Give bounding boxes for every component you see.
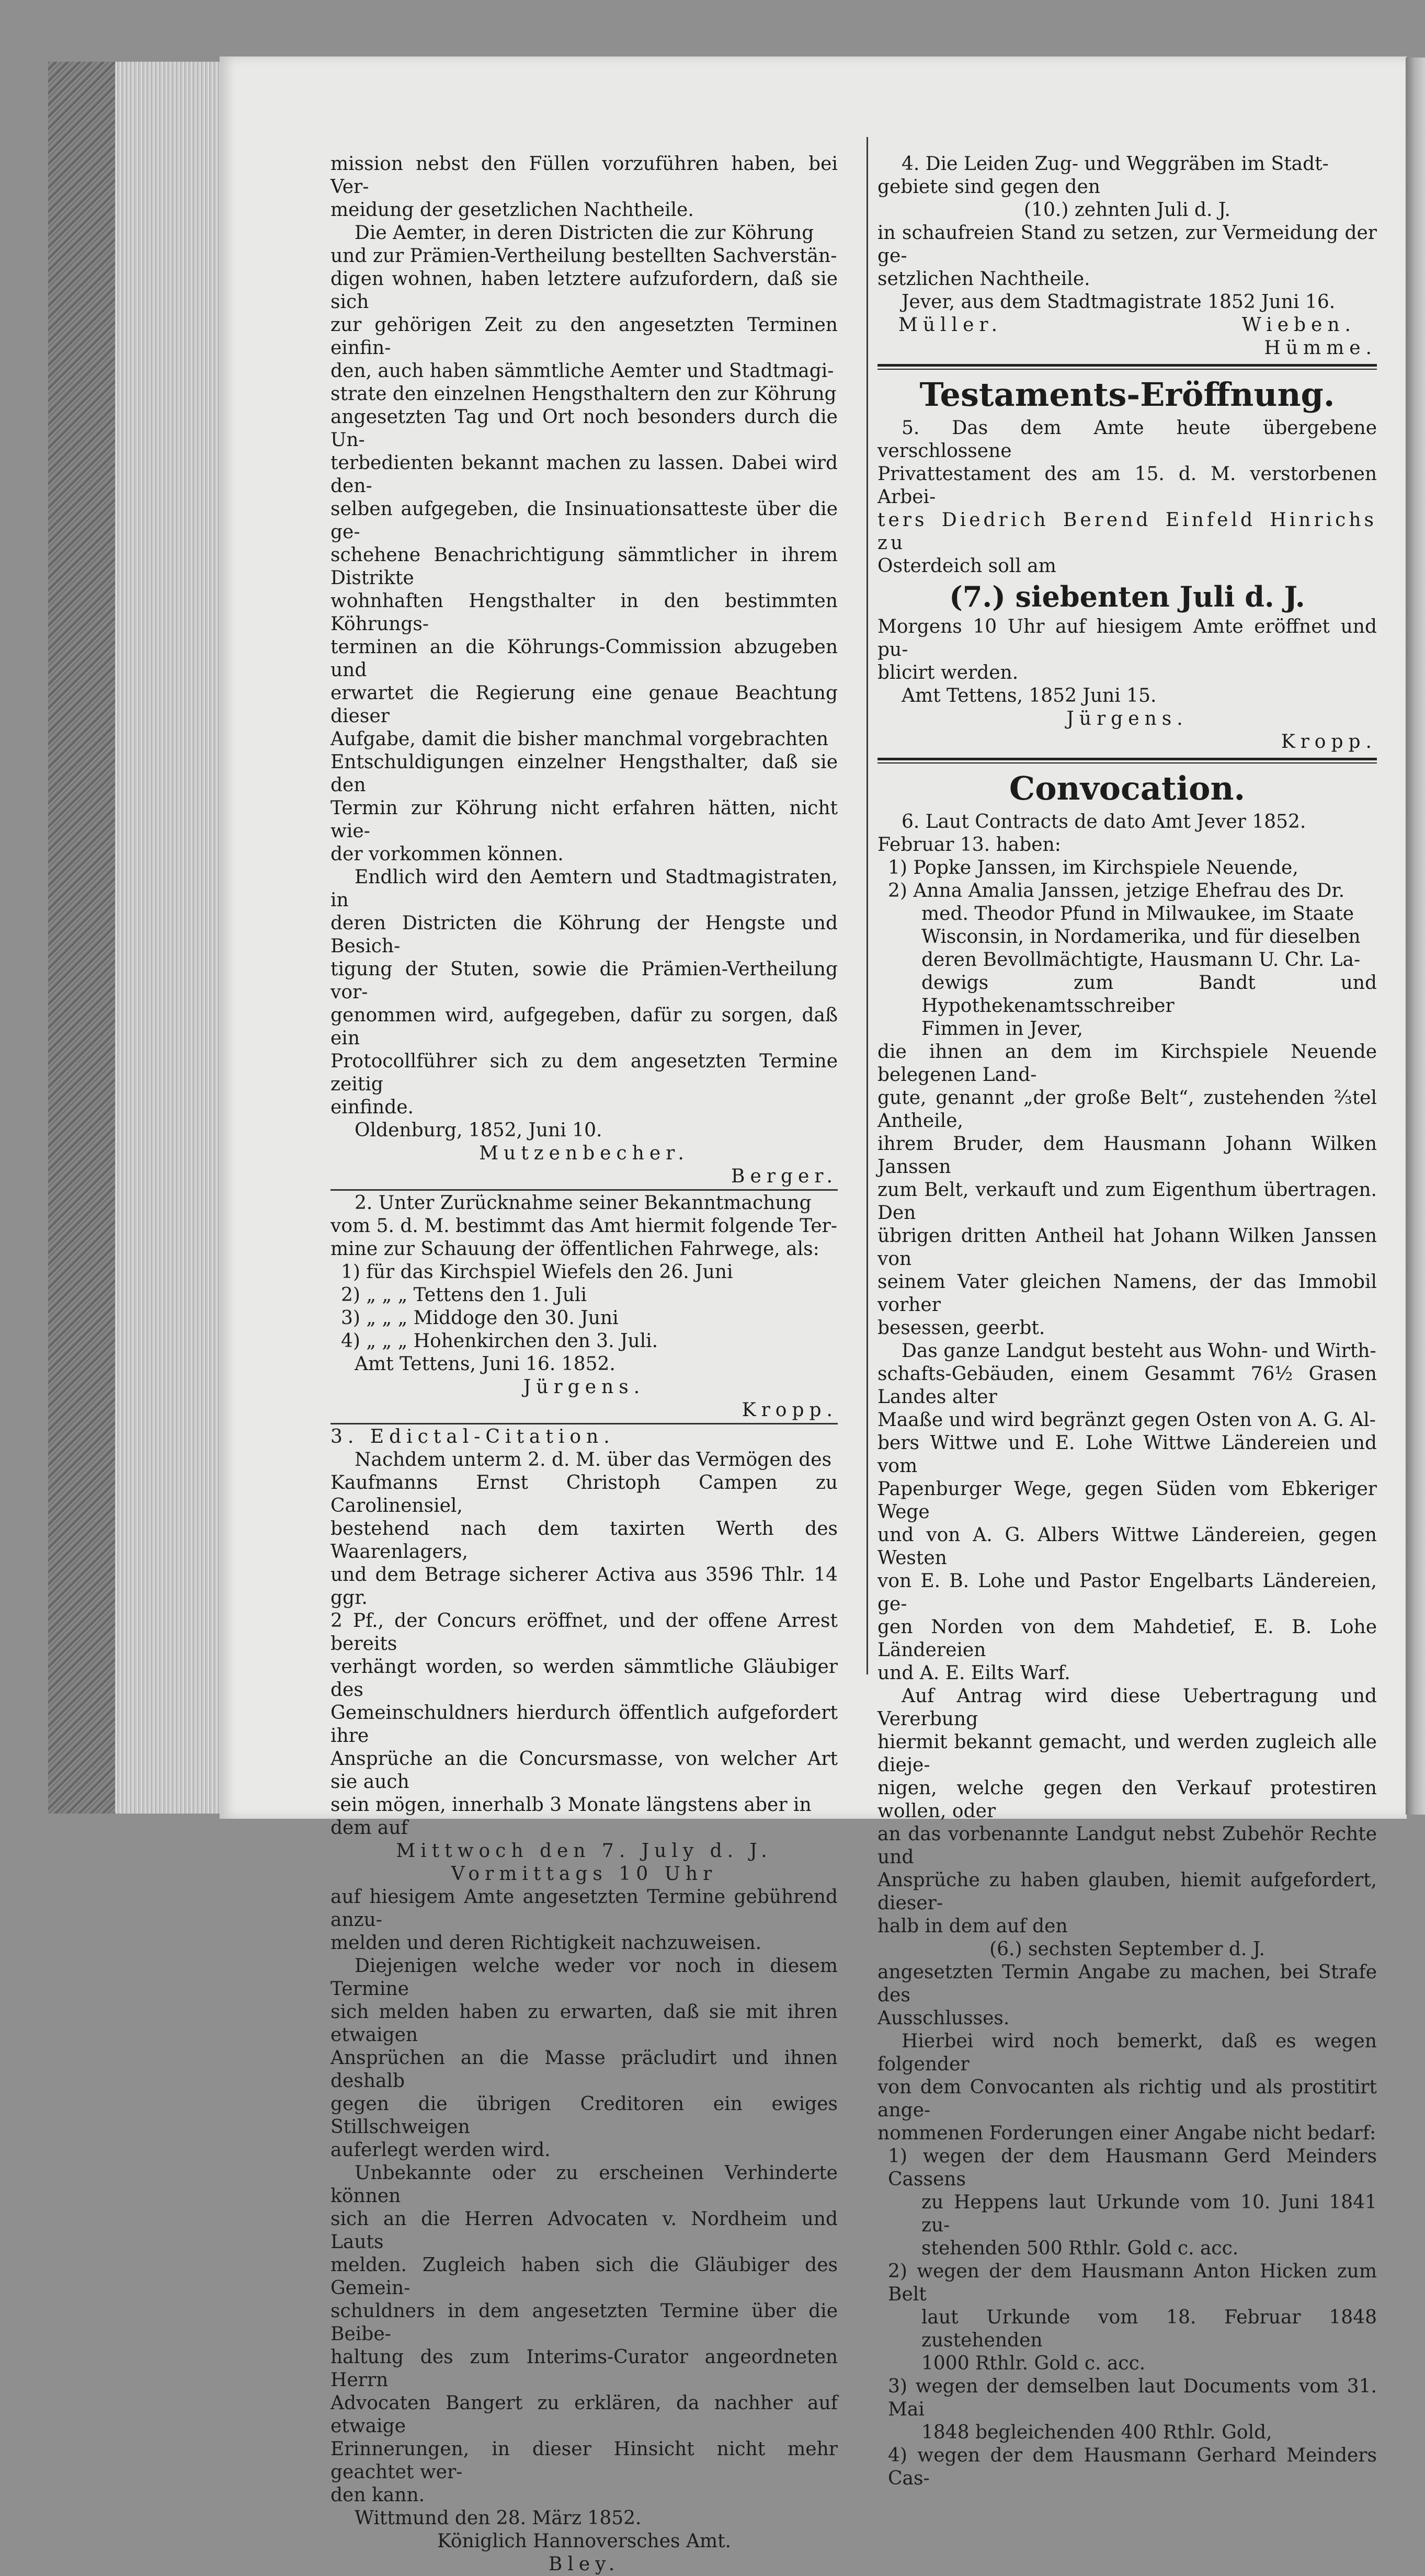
text-line: Hierbei wird noch bemerkt, daß es wegen folgender xyxy=(877,2031,1377,2075)
text-line: Die Aemter, in deren Districten die zur Köhrung xyxy=(355,222,814,244)
text-line: strate den einzelnen Hengsthaltern den zur Köhrung xyxy=(330,383,837,405)
text-line: in schaufreien Stand zu setzen, zur Vermeidung der ge- xyxy=(877,222,1377,267)
text-line: Februar 13. haben: xyxy=(877,834,1061,856)
book-cover-edge xyxy=(48,62,115,1814)
text-line: Kaufmanns Ernst Christoph Campen zu Carolinensiel, xyxy=(330,1472,838,1517)
date-line: Wittmund den 28. März 1852. xyxy=(355,2507,642,2529)
text-line: und zur Prämien-Vertheilung bestellten Sachverstän- xyxy=(330,245,837,267)
text-line: nigen, welche gegen den Verkauf protestiren wollen, oder xyxy=(877,1777,1377,1822)
text-line: Morgens 10 Uhr auf hiesigem Amte eröffnet und pu- xyxy=(877,616,1377,660)
text-line: Endlich wird den Aemtern und Stadtmagistraten, in xyxy=(330,867,838,911)
text-line: gute, genannt „der große Belt“, zustehenden ⅔tel Antheile, xyxy=(877,1087,1377,1132)
list-item-cont: dewigs zum Bandt und Hypothekenamtsschreiber xyxy=(921,972,1377,1017)
list-item: 1) wegen der dem Hausmann Gerd Meinders Cassens xyxy=(888,2146,1377,2190)
column-divider xyxy=(867,137,868,1674)
text-line: vom 5. d. M. bestimmt das Amt hiermit folgende Ter- xyxy=(330,1215,838,1237)
page-stack-edge xyxy=(115,62,220,1814)
text-line: haltung des zum Interims-Curator angeordneten Herrn xyxy=(330,2346,838,2391)
text-line: zum Belt, verkauft und zum Eigenthum übertragen. Den xyxy=(877,1179,1377,1224)
signature: Jürgens. xyxy=(1066,708,1188,730)
text-line: blicirt werden. xyxy=(877,662,1019,683)
list-item: 3) wegen der demselben laut Documents vom 31. Mai xyxy=(888,2376,1377,2420)
text-line: erwartet die Regierung eine genaue Beachtung dieser xyxy=(330,682,838,727)
list-item: 2) „ „ „ Tettens den 1. Juli xyxy=(341,1284,587,1306)
text-line: bestehend nach dem taxirten Werth des Waarenlagers, xyxy=(330,1518,838,1563)
section-divider xyxy=(877,758,1377,763)
date-highlight: (10.) zehnten Juli d. J. xyxy=(1024,199,1230,221)
date-highlight: (6.) sechsten September d. J. xyxy=(989,1939,1265,1960)
signature: Mutzenbecher. xyxy=(479,1143,689,1164)
text-line: auferlegt werden wird. xyxy=(330,2139,551,2161)
text-line: Papenburger Wege, gegen Süden vom Ebkeriger Wege xyxy=(877,1478,1377,1523)
text-line: melden und deren Richtigkeit nachzuweisen. xyxy=(330,1932,762,1954)
signature: Müller. xyxy=(898,314,1003,336)
list-item: 1) für das Kirchspiel Wiefels den 26. Juni xyxy=(341,1261,733,1283)
text-line: 5. Das dem Amte heute übergebene verschlossene xyxy=(877,417,1377,462)
text-line: Termin zur Köhrung nicht erfahren hätten, nicht wie- xyxy=(330,797,838,842)
text-line: angesetzten Termin Angabe zu machen, bei Strafe des xyxy=(877,1962,1377,2006)
text-line: gebiete sind gegen den xyxy=(877,176,1100,198)
text-line: Entschuldigungen einzelner Hengsthalter, daß sie den xyxy=(330,751,838,796)
text-line: an das vorbenannte Landgut nebst Zubehör Rechte und xyxy=(877,1823,1377,1868)
list-item-cont: stehenden 500 Rthlr. Gold c. acc. xyxy=(921,2238,1239,2259)
text-line: Gemeinschuldners hierdurch öffentlich aufgefordert ihre xyxy=(330,1702,838,1747)
text-line: nommenen Forderungen einer Angabe nicht bedarf: xyxy=(877,2123,1376,2144)
time-highlight: Vormittags 10 Uhr xyxy=(451,1863,717,1885)
text-line: Unbekannte oder zu erscheinen Verhinderte können xyxy=(330,2162,838,2207)
text-line: Aufgabe, damit die bisher manchmal vorgebrachten xyxy=(330,728,829,750)
text-line: deren Districten die Köhrung der Hengste und Besich- xyxy=(330,913,838,957)
text-line: und von A. G. Albers Wittwe Ländereien, gegen Westen xyxy=(877,1524,1377,1569)
text-line: Privattestament des am 15. d. M. verstorbenen Arbei- xyxy=(877,463,1377,508)
text-line: genommen wird, aufgegeben, dafür zu sorgen, daß ein xyxy=(330,1005,838,1049)
list-item-cont: med. Theodor Pfund in Milwaukee, im Staate xyxy=(921,903,1354,925)
text-line: Diejenigen welche weder vor noch in diesem Termine xyxy=(330,1955,838,2000)
list-item: 4) „ „ „ Hohenkirchen den 3. Juli. xyxy=(341,1330,658,1352)
text-line: sich an die Herren Advocaten v. Nordheim und Lauts xyxy=(330,2208,838,2253)
date-line: Amt Tettens, 1852 Juni 15. xyxy=(902,685,1157,706)
text-line: Ansprüchen an die Masse präcludirt und ihnen deshalb xyxy=(330,2047,838,2092)
text-line: schafts-Gebäuden, einem Gesammt 76½ Grasen Landes alter xyxy=(877,1363,1377,1408)
text-line: sich melden haben zu erwarten, daß sie mit ihren etwaigen xyxy=(330,2001,838,2046)
signature: Bley. xyxy=(548,2554,620,2575)
text-line: Protocollführer sich zu dem angesetzten Termine zeitig xyxy=(330,1051,838,1095)
text-line: terbedienten bekannt machen zu lassen. Dabei wird den- xyxy=(330,452,838,497)
text-line: auf hiesigem Amte angesetzten Termine gebührend anzu- xyxy=(330,1886,838,1931)
text-line: gegen die übrigen Creditoren ein ewiges Stillschweigen xyxy=(330,2093,838,2138)
text-line: digen wohnen, haben letztere aufzufordern, daß sie sich xyxy=(330,268,838,313)
list-item-cont: laut Urkunde vom 18. Februar 1848 zustehenden xyxy=(921,2307,1377,2351)
authority-line: Königlich Hannoversches Amt. xyxy=(437,2531,731,2552)
text-line: den, auch haben sämmtliche Aemter und Stadtmagi- xyxy=(330,360,834,382)
text-line: selben aufgegeben, die Insinuationsatteste über die ge- xyxy=(330,498,838,543)
text-line: melden. Zugleich haben sich die Gläubiger des Gemein- xyxy=(330,2254,838,2299)
text-line: Ansprüche an die Concursmasse, von welcher Art sie auch xyxy=(330,1748,838,1793)
list-item-cont: Fimmen in Jever, xyxy=(921,1018,1083,1040)
text-line: Erinnerungen, in dieser Hinsicht nicht mehr geachtet wer- xyxy=(330,2438,838,2483)
text-line: 2 Pf., der Concurs eröffnet, und der offene Arrest bereits xyxy=(330,1610,838,1655)
next-page-edge xyxy=(1406,58,1425,1815)
signature: Kropp. xyxy=(742,1399,838,1421)
text-line: zur gehörigen Zeit zu den angesetzten Terminen einfin- xyxy=(330,314,838,359)
text-line: Ansprüche zu haben glauben, hiemit aufgefordert, dieser- xyxy=(877,1870,1377,1914)
text-line: mission nebst den Füllen vorzuführen haben, bei Ver- xyxy=(330,153,838,198)
right-column xyxy=(877,153,1377,2490)
text-line: ihrem Bruder, dem Hausmann Johann Wilken Janssen xyxy=(877,1133,1377,1178)
date-line: Amt Tettens, Juni 16. 1852. xyxy=(355,1353,615,1375)
list-item-cont: 1848 begleichenden 400 Rthlr. Gold, xyxy=(921,2422,1272,2443)
text-line: seinem Vater gleichen Namens, der das Immobil vorher xyxy=(877,1271,1377,1316)
list-item-cont: zu Heppens laut Urkunde vom 10. Juni 1841 zu- xyxy=(921,2192,1377,2236)
text-line: hiermit bekannt gemacht, und werden zugleich alle dieje- xyxy=(877,1731,1377,1776)
list-item: 4) wegen der dem Hausmann Gerhard Meinders Cas- xyxy=(888,2445,1377,2489)
text-line: setzlichen Nachtheile. xyxy=(877,268,1090,290)
divider xyxy=(330,1189,838,1191)
text-line: einfinde. xyxy=(330,1097,414,1118)
text-line: wohnhaften Hengsthalter in den bestimmten Köhrungs- xyxy=(330,590,838,635)
section-heading: Convocation. xyxy=(1009,769,1246,807)
date-line: Jever, aus dem Stadtmagistrate 1852 Juni 16. xyxy=(902,291,1336,313)
list-item-cont: deren Bevollmächtigte, Hausmann U. Chr. La- xyxy=(921,949,1361,971)
list-item: 1) Popke Janssen, im Kirchspiele Neuende, xyxy=(888,857,1298,879)
text-line: angesetzten Tag und Ort noch besonders durch die Un- xyxy=(330,406,838,451)
text-line: Das ganze Landgut besteht aus Wohn- und Wirth- xyxy=(902,1340,1376,1362)
signature: Kropp. xyxy=(1281,731,1377,753)
list-item: 2) wegen der dem Hausmann Anton Hicken zum Belt xyxy=(888,2261,1377,2305)
text-line: Osterdeich soll am xyxy=(877,555,1056,577)
list-item: 2) Anna Amalia Janssen, jetzige Ehefrau des Dr. xyxy=(888,880,1345,902)
text-line: schehene Benachrichtigung sämmtlicher in ihrem Distrikte xyxy=(330,544,838,589)
text-line: der vorkommen können. xyxy=(330,844,564,865)
text-line: 4. Die Leiden Zug- und Weggräben im Stadt- xyxy=(902,153,1329,175)
text-line: von dem Convocanten als richtig und als prostitirt ange- xyxy=(877,2077,1377,2121)
text-line: Advocaten Bangert zu erklären, da nachher auf etwaige xyxy=(330,2392,838,2437)
text-line: Ausschlusses. xyxy=(877,2008,1010,2029)
signature: Hümme. xyxy=(1264,337,1377,359)
text-line: und dem Betrage sicherer Activa aus 3596 Thlr. 14 ggr. xyxy=(330,1564,838,1609)
text-line: 2. Unter Zurücknahme seiner Bekanntmachung xyxy=(355,1192,812,1214)
text-line: Auf Antrag wird diese Uebertragung und Vererbung xyxy=(877,1685,1377,1730)
list-item-cont: Wisconsin, in Nordamerika, und für dieselben xyxy=(921,926,1361,948)
text-line: den kann. xyxy=(330,2484,425,2506)
left-column xyxy=(330,153,838,2576)
text-line: schuldners in dem angesetzten Termine über die Beibe- xyxy=(330,2300,838,2345)
section-divider xyxy=(877,364,1377,370)
text-line: von E. B. Lohe und Pastor Engelbarts Ländereien, ge- xyxy=(877,1570,1377,1615)
list-item-cont: 1000 Rthlr. Gold c. acc. xyxy=(921,2353,1146,2374)
date-highlight: (7.) siebenten Juli d. J. xyxy=(949,580,1305,613)
signature: Jürgens. xyxy=(523,1376,645,1398)
date-line: Oldenburg, 1852, Juni 10. xyxy=(355,1120,602,1141)
text-line: Maaße und wird begränzt gegen Osten von A. G. Al- xyxy=(877,1409,1376,1431)
text-line: bers Wittwe und E. Lohe Wittwe Ländereien und vom xyxy=(877,1432,1377,1477)
signatures-row xyxy=(877,314,1377,337)
signature: Wieben. xyxy=(1241,314,1356,336)
text-line: mine zur Schauung der öffentlichen Fahrwege, als: xyxy=(330,1238,819,1260)
text-line: und A. E. Eilts Warf. xyxy=(877,1662,1070,1684)
date-highlight: Mittwoch den 7. July d. J. xyxy=(396,1840,772,1862)
text-line: ters Diedrich Berend Einfeld Hinrichs zu xyxy=(877,509,1377,554)
text-line: halb in dem auf den xyxy=(877,1916,1068,1937)
text-line: dem auf xyxy=(330,1817,408,1839)
section-title: 3. Edictal-Citation. xyxy=(330,1426,615,1447)
text-line: Nachdem unterm 2. d. M. über das Vermögen des xyxy=(355,1449,832,1471)
signature: Berger. xyxy=(731,1166,838,1187)
text-line: terminen an die Köhrungs-Commission abzugeben und xyxy=(330,636,838,681)
text-line: gen Norden von dem Mahdetief, E. B. Lohe Ländereien xyxy=(877,1616,1377,1661)
text-line: verhängt worden, so werden sämmtliche Gläubiger des xyxy=(330,1656,838,1701)
section-heading: Testaments-Eröffnung. xyxy=(919,375,1335,414)
divider xyxy=(330,1423,838,1424)
list-item: 3) „ „ „ Middoge den 30. Juni xyxy=(341,1307,619,1329)
text-line: 6. Laut Contracts de dato Amt Jever 1852. xyxy=(902,811,1306,833)
text-line: tigung der Stuten, sowie die Prämien-Vertheilung vor- xyxy=(330,959,838,1003)
text-line: übrigen dritten Antheil hat Johann Wilken Janssen von xyxy=(877,1225,1377,1270)
text-line: sein mögen, innerhalb 3 Monate längstens aber in xyxy=(330,1794,812,1816)
text-line: meidung der gesetzlichen Nachtheile. xyxy=(330,199,694,221)
text-line: die ihnen an dem im Kirchspiele Neuende belegenen Land- xyxy=(877,1041,1377,1086)
text-line: besessen, geerbt. xyxy=(877,1317,1045,1339)
